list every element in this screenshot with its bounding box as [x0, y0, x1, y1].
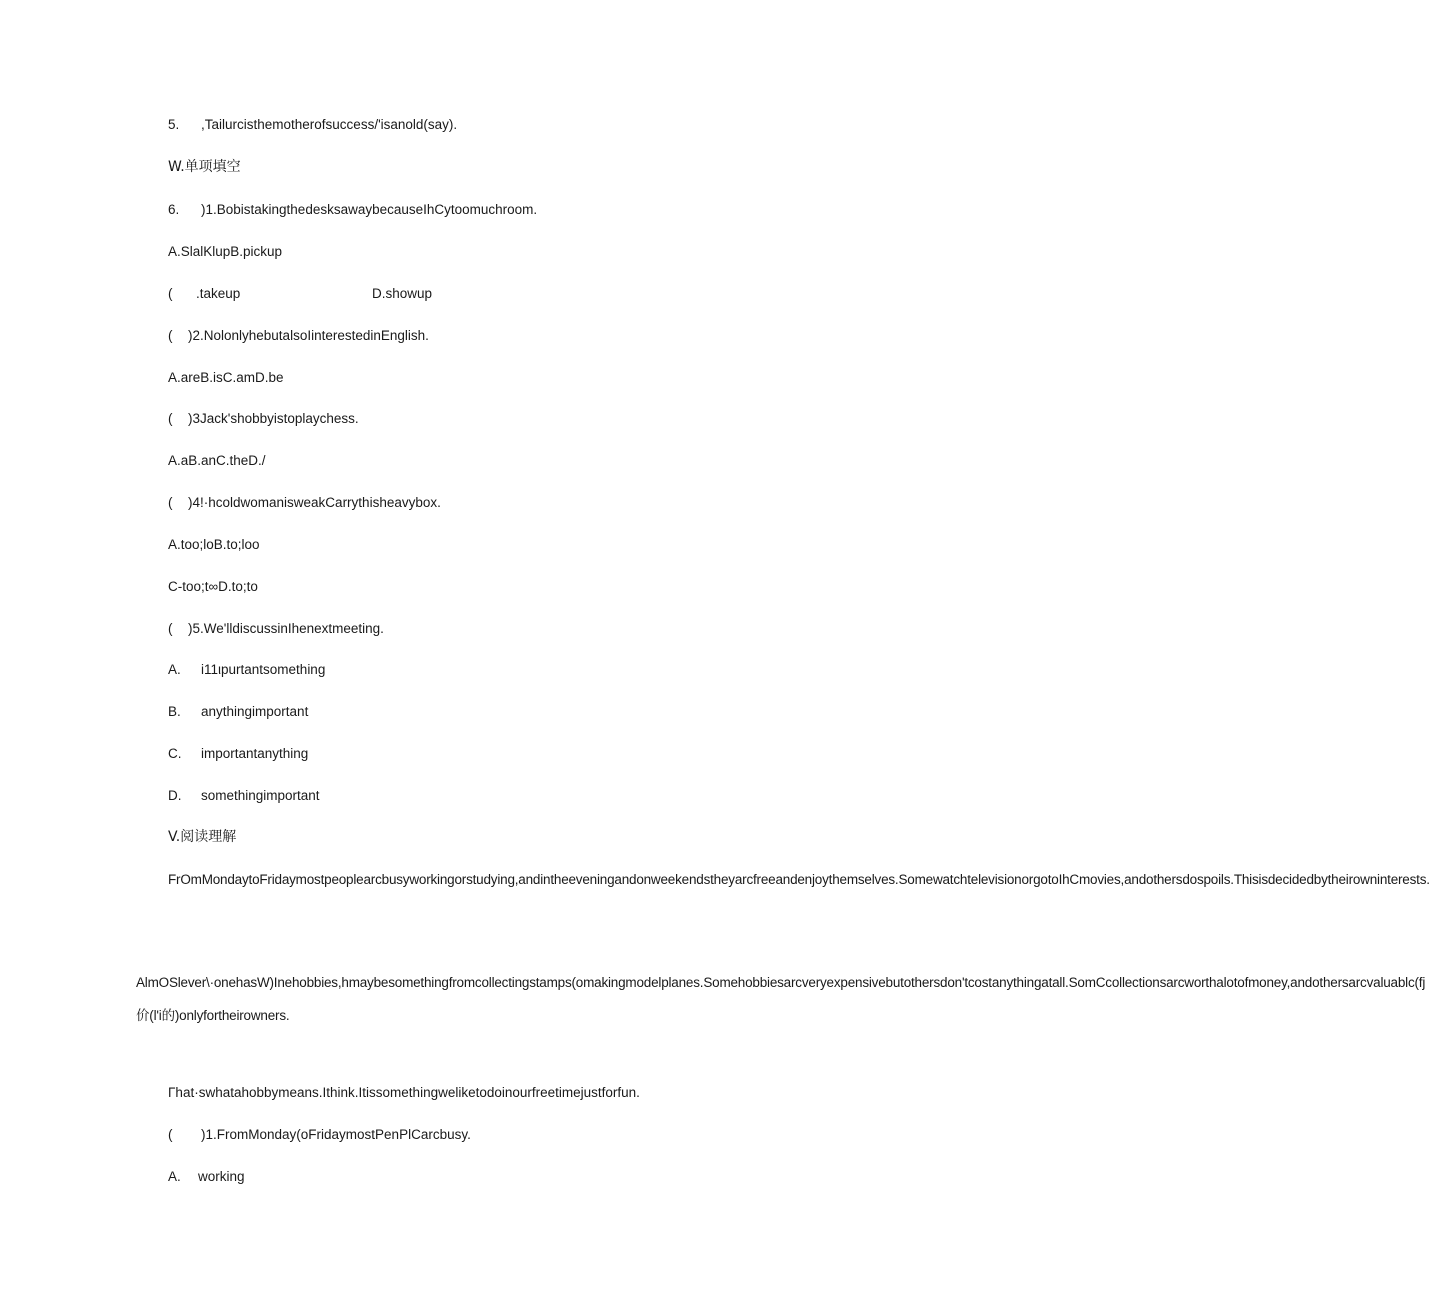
question-text: )2.NolonlyhebutalsoIinterestedinEnglish.	[188, 328, 429, 343]
section-heading: W.单项填空	[168, 159, 241, 175]
reading-paragraph: FrOmMondaytoFridaymostpeoplearcbusyworkingorstudying,andintheeveningandonweekendstheyarcfreeandenjoythemselves.SomewatchtelevisionorgotoIhCmovies,andothersdospoils.Thisisdecidedbytheirowninterests.	[168, 872, 1430, 887]
section-heading: V.阅读理解	[168, 829, 237, 845]
answer-paren: (	[168, 495, 173, 510]
question-number: 6.	[168, 202, 180, 217]
option-text: i11ιpurtantsomething	[201, 662, 326, 677]
answer-option-c: .takeup	[196, 286, 241, 301]
option-label: D.	[168, 788, 182, 803]
answer-options: C-too;t∞D.to;to	[168, 579, 258, 594]
option-label: A.	[168, 662, 181, 677]
reading-paragraph: Γhat·swhatahobbymeans.Ithink.Itissomethingweliketodoinourfreetimejustforfun.	[168, 1085, 640, 1100]
option-label: B.	[168, 704, 181, 719]
answer-paren: (	[168, 411, 173, 426]
question-text: )5.We'lldiscussinIhenextmeeting.	[188, 621, 384, 636]
reading-paragraph: AlmOSlever\·onehasW)Inehobbies,hmaybesomethingfromcollectingstamps(omakingmodelplanes.Somehobbiesarcveryexpensivebutothersdon'tcostanythingatall.SomCcollectionsarcworthalotofmoney,andothersarcvaluablc(fj价(l'i的)onlyfortheirowners.	[136, 975, 1426, 1023]
answer-paren: (	[168, 286, 173, 301]
option-label: A.	[168, 1169, 181, 1184]
answer-options: A.aB.anC.theD./	[168, 453, 266, 468]
answer-option-d: D.showup	[372, 286, 433, 301]
option-label: C.	[168, 746, 182, 761]
answer-options: A.SlalKlupB.pickup	[168, 244, 283, 259]
option-text: importantanything	[201, 746, 309, 761]
answer-paren: (	[168, 621, 173, 636]
question-text: )1.FromMonday(oFridaymostPenPlCarcbusy.	[201, 1127, 471, 1142]
answer-paren: (	[168, 328, 173, 343]
answer-options: A.areB.isC.amD.be	[168, 370, 284, 385]
option-text: working	[198, 1169, 245, 1184]
answer-paren: (	[168, 1127, 173, 1142]
question-text: )4!·hcoldwomanisweakCarrythisheavybox.	[188, 495, 441, 510]
question-text: ,Tailurcisthemotherofsuccess/'isanold(say).	[201, 117, 458, 132]
option-text: somethingimportant	[201, 788, 320, 803]
question-number: 5.	[168, 117, 180, 132]
question-text: )3Jack'shobbyistoplaychess.	[188, 411, 359, 426]
question-text: )1.BobistakingthedesksawaybecauseIhCytoomuchroom.	[201, 202, 538, 217]
answer-options: A.too;loB.to;loo	[168, 537, 260, 552]
option-text: anythingimportant	[201, 704, 309, 719]
